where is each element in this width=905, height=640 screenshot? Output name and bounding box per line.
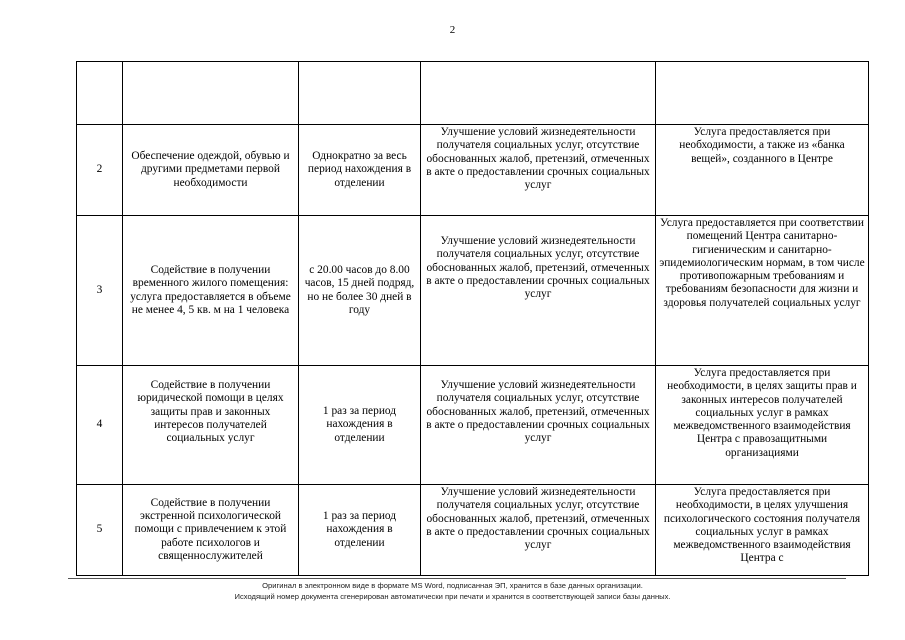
header-cell-service bbox=[123, 62, 299, 125]
table-row bbox=[77, 485, 869, 576]
service-period: Однократно за весь период нахождения в отделении bbox=[299, 125, 421, 216]
table-row bbox=[77, 366, 869, 485]
service-conditions: Услуга предоставляется при соответствии помещений Центра санитарно-гигиеническим и санитарно-эпидемиологическим нормам, в том числе противопожарным требованиям и требованиям безопасности для жизни и здоровья получателей социальных услуг bbox=[656, 216, 869, 366]
header-cell-period bbox=[299, 62, 421, 125]
header-cell-conditions bbox=[656, 62, 869, 125]
service-period: с 20.00 часов до 8.00 часов, 15 дней подряд, но не более 30 дней в году bbox=[299, 216, 421, 366]
header-cell-number bbox=[77, 62, 123, 125]
service-name: Обеспечение одеждой, обувью и другими предметами первой необходимости bbox=[123, 125, 299, 216]
header-cell-result bbox=[421, 62, 656, 125]
service-result: Улучшение условий жизнедеятельности получателя социальных услуг, отсутствие обоснованных жалоб, претензий, отмеченных в акте о предоставлении срочных социальных услуг bbox=[421, 125, 656, 216]
service-name: Содействие в получении временного жилого помещения: услуга предоставляется в объеме не менее 4, 5 кв. м на 1 человека bbox=[123, 216, 299, 366]
footer-divider bbox=[68, 578, 846, 579]
table-row bbox=[77, 125, 869, 216]
service-name: Содействие в получении юридической помощи в целях защиты прав и законных интересов получателей социальных услуг bbox=[123, 366, 299, 485]
service-period: 1 раз за период нахождения в отделении bbox=[299, 366, 421, 485]
row-number: 3 bbox=[77, 216, 123, 366]
service-result: Улучшение условий жизнедеятельности получателя социальных услуг, отсутствие обоснованных жалоб, претензий, отмеченных в акте о предоставлении срочных социальных услуг bbox=[421, 366, 656, 485]
footer-note-original: Оригинал в электронном виде в формате MS Word, подписанная ЭП, хранится в базе данных организации. bbox=[262, 581, 643, 590]
page-number: 2 bbox=[449, 24, 456, 36]
row-number: 4 bbox=[77, 366, 123, 485]
service-conditions: Услуга предоставляется при необходимости, в целях улучшения психологического состояния получателя социальных услуг в рамках межведомственного взаимодействия Центра с bbox=[656, 485, 869, 576]
row-number: 5 bbox=[77, 485, 123, 576]
service-result: Улучшение условий жизнедеятельности получателя социальных услуг, отсутствие обоснованных жалоб, претензий, отмеченных в акте о предоставлении срочных социальных услуг bbox=[421, 216, 656, 366]
footer-note-number: Исходящий номер документа сгенерирован автоматически при печати и хранится в соответствующей записи базы данных. bbox=[234, 592, 671, 601]
service-name: Содействие в получении экстренной психологической помощи с привлечением к этой работе психологов и священнослужителей bbox=[123, 485, 299, 576]
row-number: 2 bbox=[77, 125, 123, 216]
services-table bbox=[76, 61, 869, 576]
table-row bbox=[77, 216, 869, 366]
service-conditions: Услуга предоставляется при необходимости, в целях защиты прав и законных интересов получателей социальных услуг в рамках межведомственного взаимодействия Центра с правозащитными организациями bbox=[656, 366, 869, 485]
table-header-row bbox=[77, 62, 869, 125]
service-result: Улучшение условий жизнедеятельности получателя социальных услуг, отсутствие обоснованных жалоб, претензий, отмеченных в акте о предоставлении срочных социальных услуг bbox=[421, 485, 656, 576]
service-conditions: Услуга предоставляется при необходимости, а также из «банка вещей», созданного в Центре bbox=[656, 125, 869, 216]
service-period: 1 раз за период нахождения в отделении bbox=[299, 485, 421, 576]
